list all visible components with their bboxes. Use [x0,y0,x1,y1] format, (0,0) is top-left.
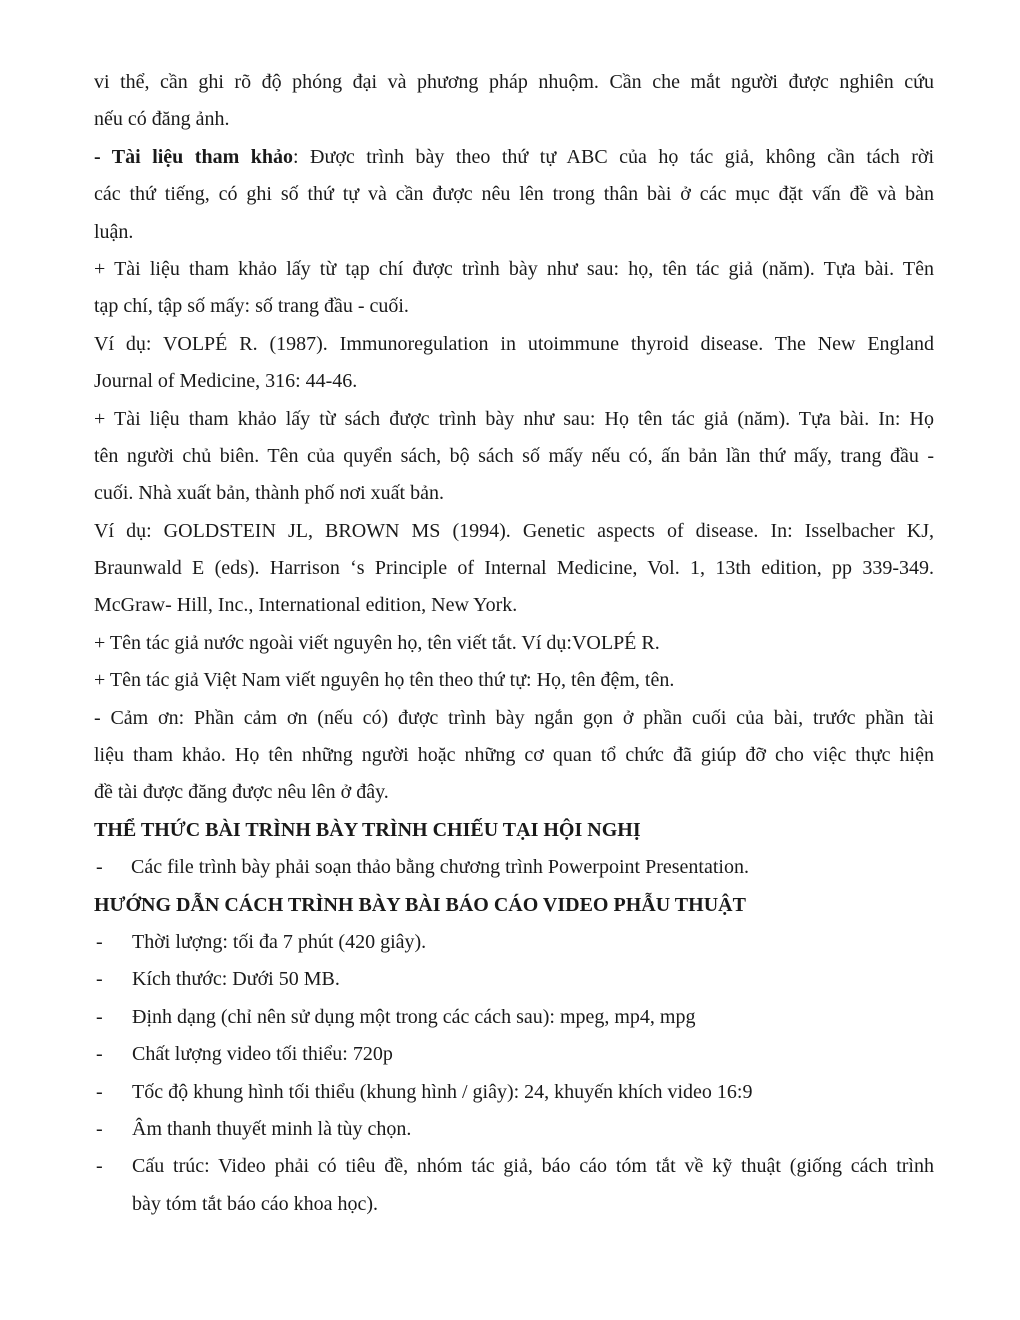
list-dash: - [96,1005,103,1028]
list-dash: - [96,930,103,953]
list-item-text: Định dạng (chỉ nên sử dụng một trong các cách sau): mpeg, mp4, mpg [132,1005,696,1028]
document-page [94,64,934,1223]
list-item-text: Âm thanh thuyết minh là tùy chọn. [132,1117,412,1140]
list-dash: - [96,1043,103,1066]
body-text-line: vi thể, cần ghi rõ độ phóng đại và phương pháp nhuộm. Cần che mắt người được nghiên cứu [94,71,934,93]
body-text-line: nếu có đăng ảnh. [94,108,230,131]
references-label: - Tài liệu tham khảo [94,145,293,168]
vietnamese-author-rule: + Tên tác giả Việt Nam viết nguyên họ tên theo thứ tự: Họ, tên đệm, tên. [94,669,675,692]
list-item [94,924,934,961]
references-paragraph-line: luận. [94,220,134,243]
list-dash: - [96,1117,103,1140]
journal-format-line: tạp chí, tập số mấy: số trang đầu - cuối. [94,295,409,318]
foreign-author-rule: + Tên tác giả nước ngoài viết nguyên họ, tên viết tắt. Ví dụ:VOLPÉ R. [94,631,660,654]
journal-example-line: Ví dụ: VOLPÉ R. (1987). Immunoregulation in utoimmune thyroid disease. The New England [94,332,934,355]
acknowledgements-line: - Cảm ơn: Phần cảm ơn (nếu có) được trình bày ngắn gọn ở phần cuối của bài, trước phần tài [94,706,934,729]
list-item-continuation: bày tóm tắt báo cáo khoa học). [132,1192,379,1215]
list-item [94,999,934,1036]
list-item [94,1111,934,1148]
list-item [94,1148,934,1185]
video-section-heading: HƯỚNG DẪN CÁCH TRÌNH BÀY BÀI BÁO CÁO VIDEO PHẪU THUẬT [94,893,746,916]
list-item-text: Các file trình bày phải soạn thảo bằng chương trình Powerpoint Presentation. [131,856,749,879]
book-example-line: Ví dụ: GOLDSTEIN JL, BROWN MS (1994). Genetic aspects of disease. In: Isselbacher KJ, [94,519,934,542]
list-item [94,961,934,998]
list-item-text: Chất lượng video tối thiểu: 720p [132,1043,393,1066]
references-paragraph-line [94,139,934,176]
book-example-line: Braunwald E (eds). Harrison ‘s Principle of Internal Medicine, Vol. 1, 13th edition, pp 339-349. [94,557,934,580]
list-dash: - [96,1080,103,1103]
book-format-line: tên người chủ biên. Tên của quyển sách, bộ sách số mấy nếu có, ấn bản lần thứ mấy, trang đầu - [94,444,934,467]
list-item [94,849,934,886]
list-item-text: Cấu trúc: Video phải có tiêu đề, nhóm tác giả, báo cáo tóm tắt về kỹ thuật (giống cách trình [132,1155,934,1178]
references-intro-text: : Được trình bày theo thứ tự ABC của họ tác giả, không cần tách rời [293,145,934,168]
journal-example-line: Journal of Medicine, 316: 44-46. [94,370,358,393]
list-item [94,1074,934,1111]
list-item-text: Thời lượng: tối đa 7 phút (420 giây). [132,930,427,953]
list-item-text: Kích thước: Dưới 50 MB. [132,968,340,991]
list-dash: - [96,856,103,879]
acknowledgements-line: liệu tham khảo. Họ tên những người hoặc những cơ quan tổ chức đã giúp đỡ cho việc thực hiện [94,744,934,767]
list-item-text: Tốc độ khung hình tối thiểu (khung hình / giây): 24, khuyến khích video 16:9 [132,1080,753,1103]
references-paragraph-line: các thứ tiếng, có ghi số thứ tự và cần được nêu lên trong thân bài ở các mục đặt vấn đề và bàn [94,183,934,206]
book-example-line: McGraw- Hill, Inc., International edition, New York. [94,594,518,617]
presentation-section-heading: THỂ THỨC BÀI TRÌNH BÀY TRÌNH CHIẾU TẠI HỘI NGHỊ [94,818,641,841]
book-format-line: cuối. Nhà xuất bản, thành phố nơi xuất bản. [94,482,444,505]
book-format-line: + Tài liệu tham khảo lấy từ sách được trình bày như sau: Họ tên tác giả (năm). Tựa bài. In: Họ [94,407,934,430]
list-dash: - [96,968,103,991]
acknowledgements-line: đề tài được đăng được nêu lên ở đây. [94,781,389,804]
list-dash: - [96,1155,103,1178]
list-item [94,1036,934,1073]
journal-format-line: + Tài liệu tham khảo lấy từ tạp chí được trình bày như sau: họ, tên tác giả (năm). Tựa bài. Tên [94,257,934,280]
